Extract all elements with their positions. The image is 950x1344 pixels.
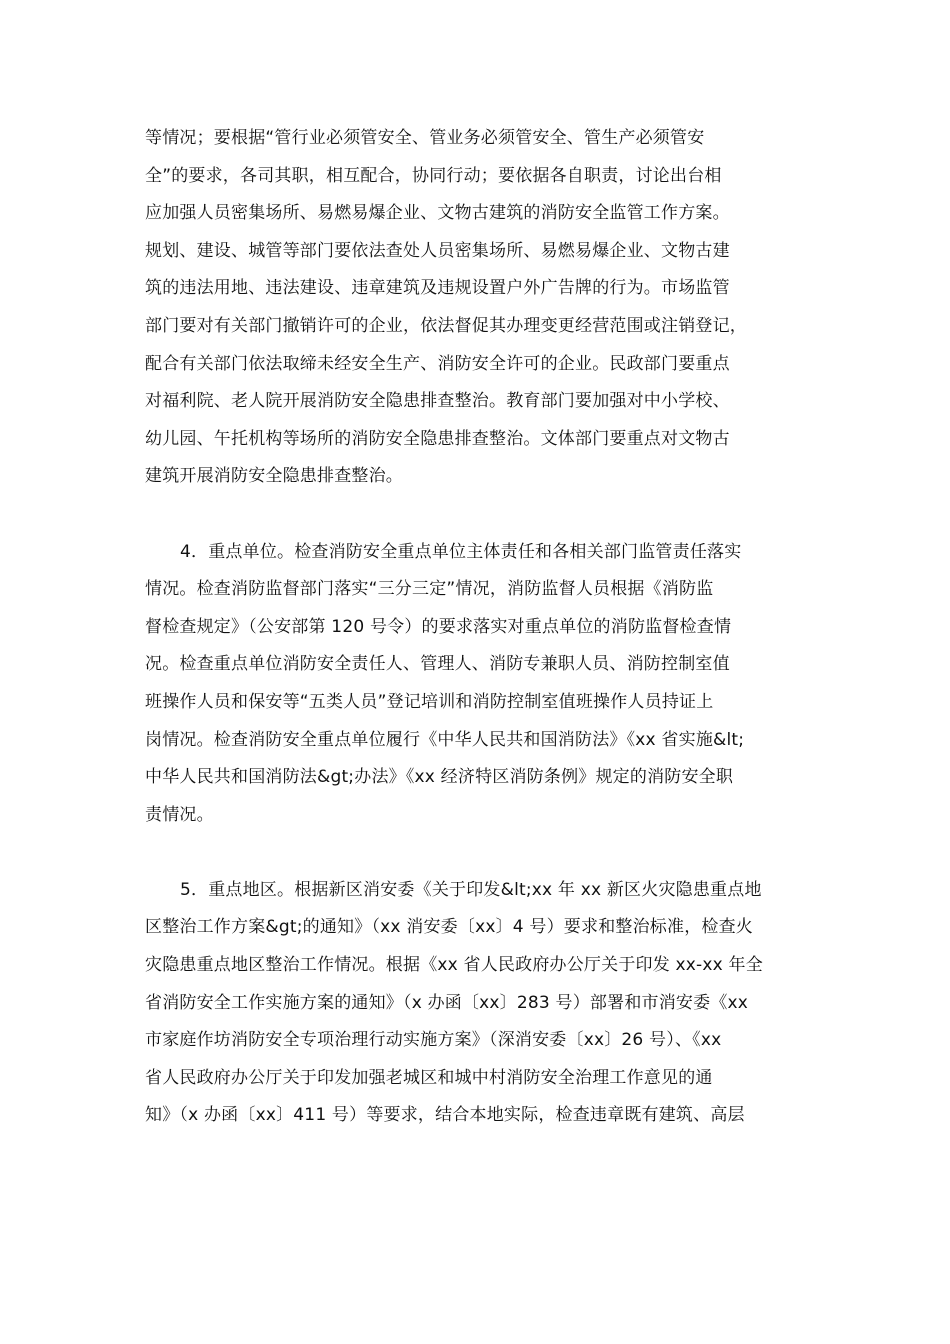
text-line: 建筑开展消防安全隐患排查整治。 [145,466,403,487]
document-page [145,126,810,1141]
paragraph-key-units [145,540,810,841]
text-line: 况。检查重点单位消防安全责任人、管理人、消防专兼职人员、消防控制室值 [145,654,730,675]
text-line: 责情况。 [145,804,214,825]
text-line: 幼儿园、午托机构等场所的消防安全隐患排查整治。文体部门要重点对文物古 [145,428,730,449]
text-line: 督检查规定》（公安部第 120 号令）的要求落实对重点单位的消防监督检查情 [145,616,732,637]
text-line: 岗情况。检查消防安全重点单位履行《中华人民共和国消防法》《xx 省实施&lt; [145,729,745,750]
text-line: 部门要对有关部门撤销许可的企业，依法督促其办理变更经营范围或注销登记， [145,315,747,336]
text-line: 应加强人员密集场所、易燃易爆企业、文物古建筑的消防安全监管工作方案。 [145,203,730,224]
text-line: 省人民政府办公厅关于印发加强老城区和城中村消防安全治理工作意见的通 [145,1067,713,1088]
text-line: 配合有关部门依法取缔未经安全生产、消防安全许可的企业。民政部门要重点 [145,353,730,374]
text-line: 等情况；要根据“管行业必须管安全、管业务必须管安全、管生产必须管安 [145,128,705,148]
text-line: 市家庭作坊消防安全专项治理行动实施方案》（深消安委〔xx〕26 号）、《xx [145,1030,722,1051]
text-line: 情况。检查消防监督部门落实“三分三定”情况，消防监督人员根据《消防监 [145,579,714,600]
text-line: 班操作人员和保安等“五类人员”登记培训和消防控制室值班操作人员持证上 [145,691,714,712]
text-line: 筑的违法用地、违法建设、违章建筑及违规设置户外广告牌的行为。市场监管 [145,278,730,299]
text-line: 对福利院、老人院开展消防安全隐患排查整治。教育部门要加强对中小学校、 [145,391,730,412]
text-line: 中华人民共和国消防法&gt;办法》《xx 经济特区消防条例》规定的消防安全职 [145,767,734,788]
text-line: 全”的要求，各司其职，相互配合，协同行动；要依据各自职责，讨论出台相 [145,165,722,186]
text-line: 区整治工作方案&gt;的通知》（xx 消安委〔xx〕4 号）要求和整治标准，检查火 [145,917,754,938]
text-line: 知》（x 办函〔xx〕411 号）等要求，结合本地实际，检查违章既有建筑、高层 [145,1105,745,1126]
text-line: 省消防安全工作实施方案的通知》（x 办函〔xx〕283 号）部署和市消安委《xx [145,992,749,1013]
paragraph-departments [145,126,810,502]
text-line: 规划、建设、城管等部门要依法查处人员密集场所、易燃易爆企业、文物古建 [145,240,730,261]
paragraph-gap [145,502,810,540]
text-line: 5．重点地区。根据新区消安委《关于印发&lt;xx 年 xx 新区火灾隐患重点地 [180,879,762,900]
text-line: 灾隐患重点地区整治工作情况。根据《xx 省人民政府办公厅关于印发 xx-xx 年全 [145,955,763,976]
paragraph-gap [145,840,810,878]
text-line: 4．重点单位。检查消防安全重点单位主体责任和各相关部门监管责任落实 [180,541,742,562]
paragraph-key-areas [145,878,810,1141]
